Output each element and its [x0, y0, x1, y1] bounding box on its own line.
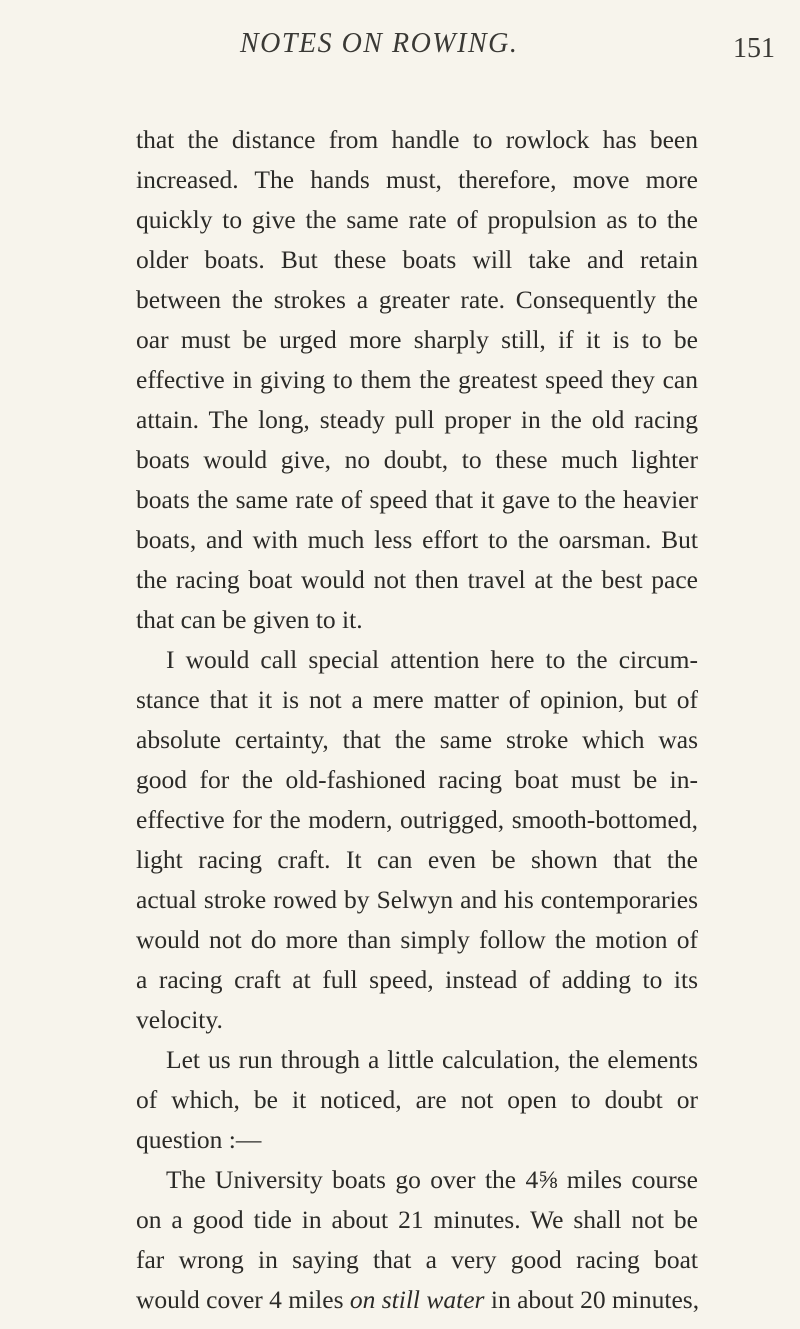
- text-segment: in about 20 minutes,: [484, 1285, 700, 1314]
- text-line: actual stroke rowed by Selwyn and his contemporaries: [136, 885, 698, 914]
- text-line: older boats. But these boats will take and retain: [136, 245, 698, 274]
- text-line: question :—: [136, 1125, 262, 1154]
- text-line: of which, be it noticed, are not open to doubt or: [136, 1085, 698, 1114]
- text-line: boats would give, no doubt, to these much lighter: [136, 445, 698, 474]
- text-line: good for the old-fashioned racing boat must be in-: [136, 765, 698, 794]
- running-head: [0, 28, 800, 88]
- text-line: absolute certainty, that the same stroke which was: [136, 725, 698, 754]
- text-line-final: [136, 1280, 698, 1320]
- text-line: would not do more than simply follow the motion of: [136, 925, 698, 954]
- text-line: the racing boat would not then travel at the best pace: [136, 565, 698, 594]
- text-line: on a good tide in about 21 minutes. We shall not be: [136, 1205, 698, 1234]
- text-line: Let us run through a little calculation, the elements: [166, 1045, 698, 1074]
- italic-phrase: on still water: [349, 1285, 485, 1314]
- page-number: 151: [733, 33, 775, 64]
- text-line: that can be given to it.: [136, 605, 363, 634]
- text-line: light racing craft. It can even be shown that the: [136, 845, 698, 874]
- text-line: effective for the modern, outrigged, smooth-bottomed,: [136, 805, 698, 834]
- text-line: far wrong in saying that a very good racing boat: [136, 1245, 698, 1274]
- text-line: stance that it is not a mere matter of opinion, but of: [136, 685, 698, 714]
- text-line: increased. The hands must, therefore, move more: [136, 165, 698, 194]
- text-line: that the distance from handle to rowlock has been: [136, 125, 698, 154]
- text-line: between the strokes a greater rate. Consequently the: [136, 285, 698, 314]
- text-line: quickly to give the same rate of propulsion as to the: [136, 205, 698, 234]
- text-line: oar must be urged more sharply still, if it is to be: [136, 325, 698, 354]
- text-line: effective in giving to them the greatest speed they can: [136, 365, 698, 394]
- text-line: boats the same rate of speed that it gave to the heavier: [136, 485, 698, 514]
- text-line: I would call special attention here to the circum-: [166, 645, 698, 674]
- text-line: The University boats go over the 4⅝ miles course: [166, 1165, 698, 1194]
- running-title: NOTES ON ROWING.: [240, 28, 519, 59]
- text-line: a racing craft at full speed, instead of adding to its: [136, 965, 698, 994]
- text-line: velocity.: [136, 1005, 223, 1034]
- text-segment: would cover 4 miles: [136, 1285, 350, 1314]
- text-line: boats, and with much less effort to the oarsman. But: [136, 525, 698, 554]
- text-line: attain. The long, steady pull proper in the old racing: [136, 405, 698, 434]
